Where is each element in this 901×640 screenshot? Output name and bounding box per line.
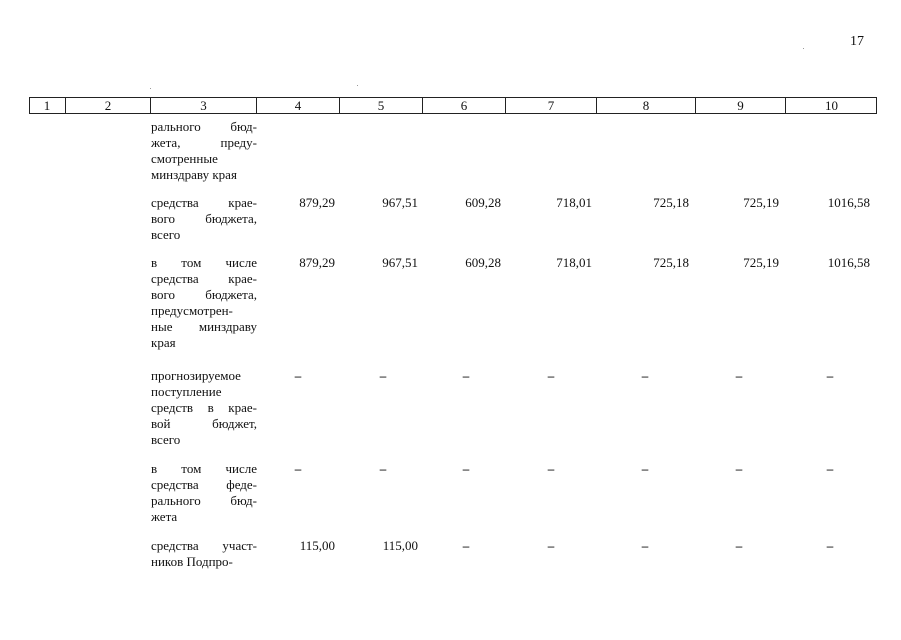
- description-line: средства участ-: [151, 538, 257, 553]
- description-line: прогнозируемое: [151, 368, 241, 383]
- description-line: жета: [151, 509, 178, 524]
- column-header-3: 3: [151, 98, 257, 113]
- description-line: средства крае-: [151, 271, 257, 286]
- value-dash: –: [462, 461, 470, 476]
- value-cell: 725,18: [653, 255, 689, 270]
- value-dash: –: [826, 368, 834, 383]
- description-line: вого бюджета,: [151, 211, 257, 226]
- value-dash: –: [547, 368, 555, 383]
- description-line: жета, преду-: [151, 135, 257, 150]
- value-cell: 718,01: [556, 195, 592, 210]
- description-line: ников Подпро-: [151, 554, 233, 569]
- description-line: минздраву края: [151, 167, 237, 182]
- column-header-10: 10: [825, 98, 838, 113]
- value-dash: –: [735, 461, 743, 476]
- column-header-9: 9: [696, 98, 786, 113]
- value-dash: –: [826, 461, 834, 476]
- row-description: [151, 119, 257, 183]
- row-description: [151, 538, 257, 570]
- scan-speck: [150, 88, 151, 89]
- row-description: [151, 255, 257, 351]
- value-cell: 609,28: [465, 255, 501, 270]
- value-cell: 1016,58: [827, 255, 870, 270]
- description-line: смотренные: [151, 151, 218, 166]
- column-header-2: 2: [66, 98, 151, 113]
- value-cell: 879,29: [299, 255, 335, 270]
- value-dash: –: [826, 538, 834, 553]
- value-cell: 1016,58: [827, 195, 870, 210]
- scan-speck: [357, 85, 358, 86]
- value-cell: 725,19: [743, 195, 779, 210]
- description-line: предусмотрен-: [151, 303, 233, 318]
- value-cell: 115,00: [382, 538, 418, 553]
- value-dash: –: [547, 538, 555, 553]
- row-description: [151, 368, 257, 448]
- column-header-6: 6: [423, 98, 506, 113]
- description-line: рального бюд-: [151, 119, 257, 134]
- description-line: всего: [151, 227, 181, 242]
- value-dash: –: [641, 538, 649, 553]
- description-line: средства крае-: [151, 195, 257, 210]
- description-line: средств в крае-: [151, 400, 257, 415]
- value-cell: 879,29: [299, 195, 335, 210]
- value-dash: –: [462, 538, 470, 553]
- column-header-7: 7: [506, 98, 597, 113]
- scan-speck: [803, 48, 804, 49]
- value-cell: 725,18: [653, 195, 689, 210]
- value-dash: –: [641, 368, 649, 383]
- description-line: вого бюджета,: [151, 287, 257, 302]
- description-line: ные минздраву: [151, 319, 257, 334]
- value-cell: 609,28: [465, 195, 501, 210]
- description-line: рального бюд-: [151, 493, 257, 508]
- row-description: [151, 461, 257, 525]
- column-header-5: 5: [340, 98, 423, 113]
- column-header-4: 4: [257, 98, 340, 113]
- description-line: в том числе: [151, 461, 257, 476]
- value-cell: 718,01: [556, 255, 592, 270]
- column-header-1: 1: [29, 98, 66, 113]
- description-line: вой бюджет,: [151, 416, 257, 431]
- value-cell: 967,51: [382, 255, 418, 270]
- value-dash: –: [547, 461, 555, 476]
- column-header-row: [29, 97, 877, 114]
- value-dash: –: [379, 461, 387, 476]
- column-header-8: 8: [597, 98, 696, 113]
- description-line: средства феде-: [151, 477, 257, 492]
- value-dash: –: [735, 538, 743, 553]
- value-cell: 725,19: [743, 255, 779, 270]
- description-line: всего: [151, 432, 181, 447]
- value-dash: –: [735, 368, 743, 383]
- row-description: [151, 195, 257, 243]
- value-dash: –: [462, 368, 470, 383]
- description-line: в том числе: [151, 255, 257, 270]
- page-number: 17: [850, 34, 864, 49]
- description-line: края: [151, 335, 176, 350]
- value-dash: –: [641, 461, 649, 476]
- value-dash: –: [379, 368, 387, 383]
- value-cell: 115,00: [299, 538, 335, 553]
- value-dash: –: [294, 461, 302, 476]
- value-dash: –: [294, 368, 302, 383]
- value-cell: 967,51: [382, 195, 418, 210]
- description-line: поступление: [151, 384, 222, 399]
